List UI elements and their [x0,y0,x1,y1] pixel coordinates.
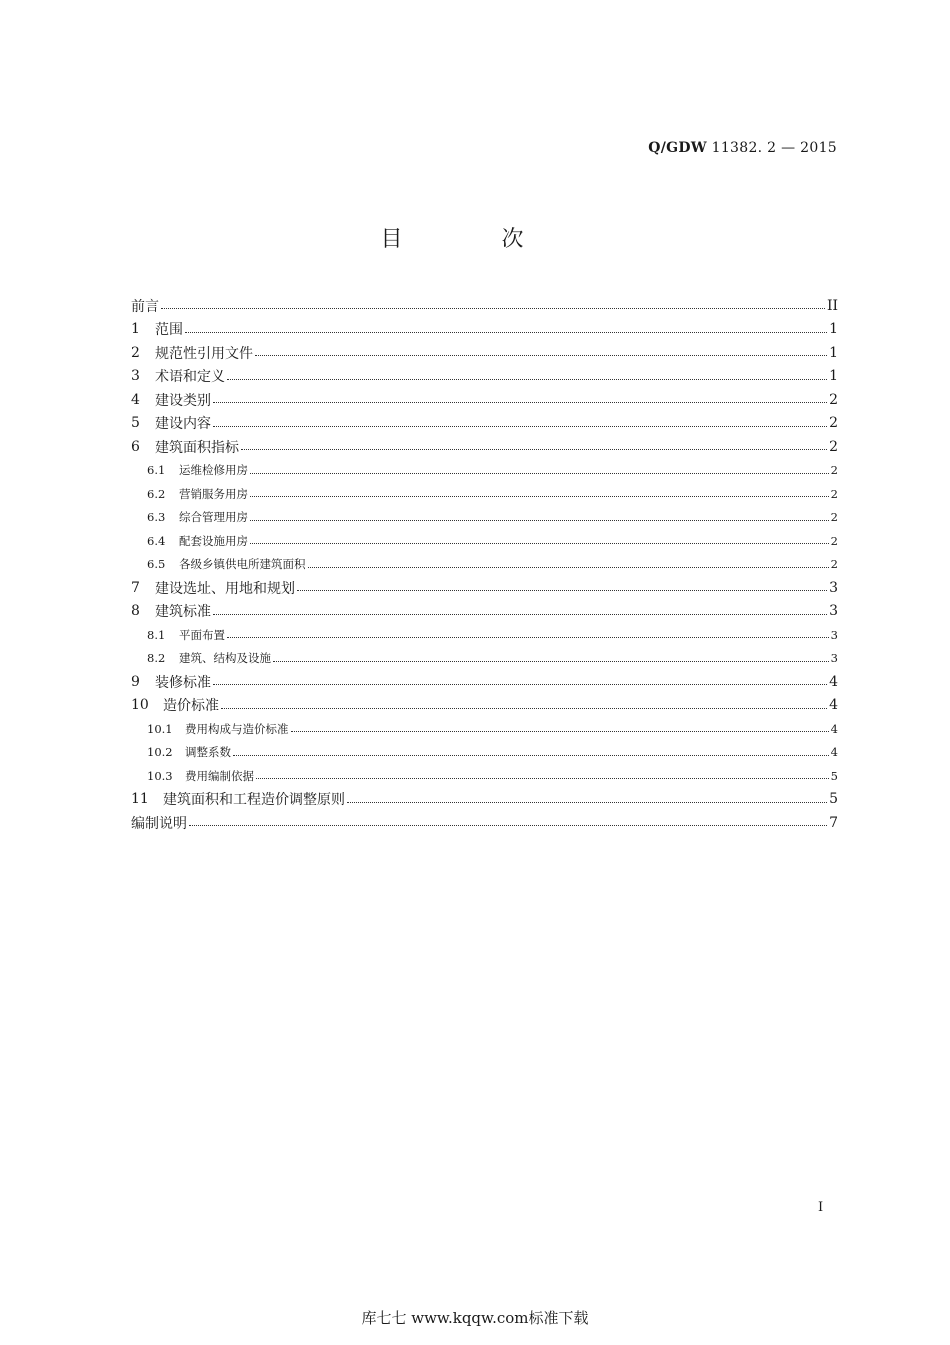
toc-entry-title: 规范性引用文件 [155,345,253,362]
toc-entry-title: 范围 [155,322,183,339]
toc-dot-leader [250,520,829,521]
toc-entry-number: 4 [131,391,140,408]
standard-code-prefix: Q/GDW [648,140,707,156]
toc-entry-page: 5 [829,791,838,808]
toc-dot-leader [213,426,827,427]
toc-entry[interactable] [131,647,838,671]
toc-dot-leader [273,661,829,662]
toc-entry-number: 7 [131,579,140,596]
toc-entry-page: 3 [829,579,838,596]
toc-entry-title: 综合管理用房 [179,510,248,525]
toc-entry-page: 4 [829,673,838,690]
toc-entry-title: 费用编制依据 [185,768,254,783]
toc-entry-number: 10.2 [147,745,173,760]
toc-dot-leader [213,684,827,685]
toc-entry[interactable] [131,459,838,483]
toc-entry-number: 2 [131,344,140,361]
toc-entry-title: 费用构成与造价标准 [185,721,289,736]
toc-entry-title: 装修标准 [155,674,211,691]
toc-entry-page: 5 [830,768,838,783]
toc-entry[interactable] [131,529,838,553]
toc-entry-page: 4 [829,697,838,714]
toc-entry[interactable] [131,294,838,318]
toc-entry-page: 7 [829,814,838,831]
toc-entry-number: 6 [131,438,140,455]
toc-dot-leader [227,637,829,638]
toc-dot-leader [347,802,827,803]
toc-entry-page: 2 [829,438,838,455]
toc-entry-page: 2 [829,391,838,408]
toc-entry[interactable] [131,435,838,459]
toc-entry-title: 调整系数 [185,745,231,760]
toc-entry[interactable] [131,741,838,765]
toc-entry[interactable] [131,341,838,365]
toc-entry-title: 建设内容 [155,416,211,433]
toc-entry-page: 4 [830,721,838,736]
toc-dot-leader [256,778,829,779]
footer-watermark: 库七七 www.kqqw.com标准下载 [361,1309,589,1327]
toc-entry-title: 各级乡镇供电所建筑面积 [179,557,306,572]
toc-entry-title: 造价标准 [163,698,219,715]
toc-entry-page: 3 [830,627,838,642]
toc-entry-page: 1 [829,321,838,338]
toc-entry-title: 建筑、结构及设施 [179,651,271,666]
toc-entry[interactable] [131,623,838,647]
toc-entry-number: 6.2 [147,486,166,501]
page-number: I [818,1200,824,1215]
toc-entry[interactable] [131,694,838,718]
toc-entry[interactable] [131,318,838,342]
toc-entry-title: 术语和定义 [155,369,225,386]
toc-entry[interactable] [131,670,838,694]
toc-title: 目 次 [380,227,570,252]
toc-entry-number: 10.1 [147,721,173,736]
toc-entry-title: 建筑标准 [155,604,211,621]
standard-code-number: 11382. 2 — 2015 [711,140,837,156]
toc-dot-leader [213,614,827,615]
toc-entry-number: 6.5 [147,557,166,572]
toc-entry-number: 8.2 [147,651,166,666]
toc-entry-page: 4 [830,745,838,760]
toc-entry-number: 6.4 [147,533,166,548]
toc-dot-leader [255,355,827,356]
toc-entry-number: 3 [131,368,140,385]
toc-entry-number: 9 [131,673,140,690]
toc-entry-number: 10 [131,697,149,714]
toc-entry-title: 运维检修用房 [179,463,248,478]
toc-entry-page: 2 [830,463,838,478]
toc-entry-page: II [826,297,838,314]
toc-entry[interactable] [131,717,838,741]
toc-dot-leader [161,308,825,309]
toc-entry-page: 2 [829,415,838,432]
toc-dot-leader [233,755,829,756]
toc-entry-title: 建设类别 [155,392,211,409]
toc-dot-leader [227,379,827,380]
toc-dot-leader [308,567,829,568]
toc-entry-number: 10.3 [147,768,173,783]
toc-entry-title: 建设选址、用地和规划 [155,580,295,597]
toc-entry[interactable] [131,388,838,412]
toc-entry-page: 3 [829,603,838,620]
toc-entry-title: 配套设施用房 [179,533,248,548]
toc-entry[interactable] [131,412,838,436]
toc-dot-leader [250,543,829,544]
toc-entry-title: 编制说明 [131,815,187,832]
toc-entry-title: 建筑面积和工程造价调整原则 [163,792,345,809]
toc-dot-leader [291,731,829,732]
toc-entry[interactable] [131,576,838,600]
standard-code [648,140,837,156]
toc-entry-number: 1 [131,321,140,338]
toc-entry-number: 8.1 [147,627,166,642]
toc-dot-leader [250,496,829,497]
toc-dot-leader [189,825,827,826]
toc-entry[interactable] [131,365,838,389]
toc-entry-title: 平面布置 [179,627,225,642]
toc-dot-leader [241,449,827,450]
toc-entry[interactable] [131,506,838,530]
toc-entry-title: 前言 [131,298,159,315]
toc-dot-leader [221,708,827,709]
toc-entry-page: 2 [830,510,838,525]
toc-entry[interactable] [131,553,838,577]
toc-entry-number: 6.3 [147,510,166,525]
toc-entry[interactable] [131,600,838,624]
toc-entry-number: 5 [131,415,140,432]
toc-entry[interactable] [131,482,838,506]
toc-entry-page: 3 [830,651,838,666]
toc-entry[interactable] [131,788,838,812]
toc-entry-number: 8 [131,603,140,620]
toc-entry[interactable] [131,811,838,835]
toc-dot-leader [297,590,827,591]
toc-dot-leader [185,332,827,333]
toc-entry-number: 6.1 [147,463,166,478]
toc-entry-number: 11 [131,791,149,808]
toc-list [131,294,838,835]
toc-entry-page: 2 [830,533,838,548]
toc-entry-title: 建筑面积指标 [155,439,239,456]
toc-dot-leader [250,473,829,474]
toc-entry-page: 1 [829,344,838,361]
toc-entry-page: 1 [829,368,838,385]
toc-entry-page: 2 [830,557,838,572]
toc-entry-page: 2 [830,486,838,501]
toc-entry-title: 营销服务用房 [179,486,248,501]
toc-dot-leader [213,402,827,403]
toc-entry[interactable] [131,764,838,788]
